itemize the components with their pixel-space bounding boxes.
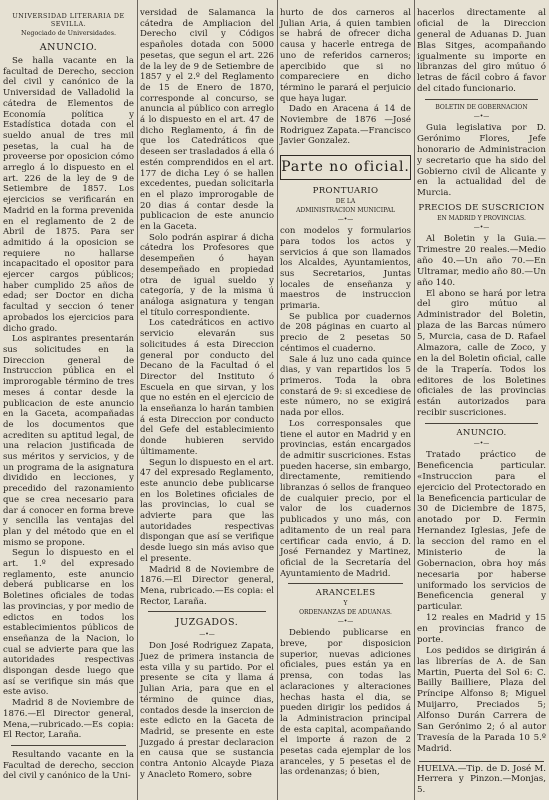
paragraph: con modelos y formularios para todos los actos y servicios á que son llamados los Alcaldes, Ayuntamientos, sus Secretarios, Juntas locales de enseñanza y maestros de instruccion primaria.	[280, 226, 411, 312]
ornament-dash: —•—	[337, 216, 354, 224]
ornament-dash: —•—	[337, 618, 354, 626]
official-part-banner	[280, 155, 411, 180]
paragraph: Solo podrán aspirar á dicha cátedra los Profesores que desempeñen ó hayan desempeñado en propiedad otra de igual sueldo y categoría, y de la misma ú análoga asignatura y tengan el título correspondiente.	[140, 232, 274, 318]
precios-sub: EN MADRID Y PROVINCIAS.	[437, 215, 526, 223]
divider	[425, 423, 538, 424]
divider	[288, 583, 403, 584]
prontuario-heading: PRONTUARIO	[312, 186, 379, 197]
paragraph: 12 reales en Madrid y 15 en provincias franco de porte.	[417, 613, 546, 645]
paragraph: Sale á luz uno cada quince dias, y van repartidos los 5 primeros. Toda la obra constará de 9: si excediese de este número, no se exigirá nada por ellos.	[280, 354, 411, 419]
paragraph: hurto de dos carneros al Julian Aria, á quien tambien se habrá de ofrecer dicha causa y hacerle entrega de uno de referidos carneros; apercibido que si no compareciere en dicho término le parará el perjuicio que haya lugar.	[280, 8, 411, 104]
column-4	[414, 0, 549, 800]
divider	[11, 745, 126, 746]
negociado-subhead: Negociado de Universidades.	[20, 29, 117, 37]
paragraph: Debiendo publicarse en breve, por disposicion superior, nuevas adiciones oficiales, pues están ya en prensa, con todas las aclaraciones y alteraciones hechas hasta el dia, se pueden dirigir los pedidos á la Administracion principal de esta capital, acompañando el importe á razon de 2 pesetas cada ejemplar de los aranceles, y 5 pesetas el de las ordenanzas; ó bien,	[280, 628, 411, 778]
divider	[419, 761, 544, 762]
signature-paragraph: Madrid 8 de Noviembre de 1876.—El Director general, Mena,—rubricado.—Es copia: El Rector, Laraña.	[3, 698, 134, 741]
paragraph: Se halla vacante en la facultad de Derecho, seccion del civil y canónico de la Universidad de Valladolid la cátedra de Elementos de Economía política y Estadística dotada con el sueldo anual de tres mil pesetas, la cual ha de proveerse por oposicion cómo arreglo á lo dispuesto en el art. 226 de la ley de 9 de Setiembre de 1857. Los ejercicios se verificarán en Madrid en la forma prevenida en el reglamento de 2 de Abril de 1875. Para ser admitido á la oposicion se requiere no hallarse incapacitado el opositor para ejercer cargos públicos; haber cumplido 25 años de edad; ser Doctor en dicha facultad y seccion ó tener aprobados los ejercicios para dicho grado.	[3, 56, 134, 334]
paragraph: versidad de Salamanca la cátedra de Ampliacion del Derecho civil y Códigos españoles dotada con 5000 pesetas, que segun el art. 226 de la ley de 9 de Setiembre de 1857 y el 2.º del Reglamento de 15 de Enero de 1870, corresponde al concurso, se anuncia al público con arreglo á lo dispuesto en el art. 47 de dicho Reglamento, á fin de que los Catedráticos que deseen ser trasladados á ella ó estén comprendidos en el art. 177 de dicha Ley ó se hallen excedentes, puedan solicitarla en el plazo improrogable de 20 dias á contar desde la publicacion de este anuncio en la Gaceta.	[140, 8, 274, 233]
paragraph: Segun lo dispuesto en el art. 47 del expresado Reglamento, este anuncio debe publicarse en los Boletines oficiales de las provincias, lo cual se advierte para que las autoridades respectivas dispongan que así se verifique desde luego sin más aviso que el presente.	[140, 457, 274, 564]
juzgados-heading: JUZGADOS.	[175, 617, 239, 629]
anuncio-heading: ANUNCIO.	[39, 42, 98, 53]
ornament-dash: —•—	[473, 440, 490, 447]
paragraph: Don José Rodriguez Zapata, Juez de primera instancia de esta villa y su partido. Por el presente se cita y llama á Julian Aria, para que en el término de quince dias, contados desde la insercion de este edicto en la Gaceta de Madrid, se presente en este Juzgado á prestar declaracion en causa que se sustancia contra Antonio Alcayde Piaza y Anacleto Romero, sobre	[140, 641, 274, 780]
column-2	[137, 0, 277, 800]
aranceles-sub2: ORDENANZAS DE ADUANAS.	[299, 609, 392, 617]
official-part-text: Parte no oficial.	[281, 159, 410, 176]
paragraph: El abono se hará por letra del giro mútuo al Administrador del Boletin, plaza de las Barcas número 5, Murcia, casa de D. Rafael Almazora, calle de Zoco, y en la del Boletin oficial, calle de la Trapería. Todos los editores de los Boletines oficiales de las provincias están autorizados para recibir suscriciones.	[417, 288, 546, 419]
printer-footer: HUELVA.—Tip. de D. José M. Herrera y Pinzon.—Monjas, 5.	[417, 763, 546, 796]
aranceles-sub: Y	[343, 600, 348, 608]
precios-heading: PRECIOS DE SUSCRICION	[418, 203, 545, 214]
ornament-dash: —•—	[473, 224, 490, 232]
ornament-dash: —•—	[473, 113, 490, 120]
paragraph: hacerlos directamente al oficial de la Direccion general de Aduanas D. Juan Blas Sitges, acompañando igualmente su importe en libranzas del giro mútuo ó letras de fácil cobro á favor del citado funcionario.	[417, 8, 546, 95]
paragraph: Al Boletin y la Guia.—Trimestre 20 reales.—Medio año 40.—Un año 70.—En Ultramar, medio año 80.—Un año 140.	[417, 234, 546, 288]
paragraph: Resultando vacante en la Facultad de derecho, seccion del civil y canónico de la Uni-	[3, 750, 134, 782]
prontuario-sub: DE LA	[335, 198, 356, 206]
paragraph: Guia legislativa por D. Gerónimo Flores, Jefe honorario de Administracion y secretario que ha sido del Gobierno civil de Alicante y en la actualidad del de Murcia.	[417, 123, 546, 199]
prontuario-sub2: ADMINISTRACION MUNICIPAL	[296, 207, 395, 215]
column-1	[0, 0, 137, 800]
anuncio-heading: ANUNCIO.	[456, 428, 507, 438]
paragraph: Los aspirantes presentarán sus solicitudes en la Direccion general de Instruccion pública en el improrogable término de tres meses á contar desde la publicacion de este anuncio en la Gaceta, acompañadas de los documentos que acrediten su aptitud legal, de una relacion justificada de sus méritos y servicios, y de un programa de la asignatura dividido en lecciones, y precedido del razonamiento que se crea necesario para dar á conocer en forma breve y sencilla las ventajas del plan y del método que en el mismo se propone.	[3, 334, 134, 548]
column-3	[277, 0, 414, 800]
aranceles-heading: ARANCELES	[315, 588, 376, 599]
signature-paragraph: Madrid 8 de Noviembre de 1876.—El Director general, Mena, rubricado.—Es copia: el Rector, Laraña.	[140, 564, 274, 607]
paragraph: Se publica por cuadernos de 208 páginas en cuarto al precio de 2 pesetas 50 céntimos el cuaderno.	[280, 311, 411, 354]
paragraph: Los catedráticos en activo servicio elevarán sus solicitudes á esta Direccion general por conducto del Decano de la Facultad ó el Director del Instituto ó Escuela en que sirvan, y los que no estén en el ejercicio de la enseñanza lo harán tambien á esta Direccion por conducto del Gefe del establecimiento donde hubieren servido últimamente.	[140, 318, 274, 457]
date-line: Dado en Aracena á 14 de Noviembre de 1876 —José Rodriguez Zapata.—Francisco Javier Gonzalez.	[280, 104, 411, 147]
ornament-dash: —•—	[199, 631, 215, 639]
paragraph: Los corresponsales que tiene el autor en Madrid y en provincias, están encargados de admitir suscriciones. Estas pueden hacerse, sin embargo, directamente, remitiendo libranzas ó sellos de franqueo de cualquier precio, por el valor de los cuadernos publicados y uno más, con aditamento de un real para certificar cada envio, á D. José Fernandez y Martinez, oficial de la Secretaría del Ayuntamiento de Madrid.	[280, 418, 411, 579]
paragraph: Los pedidos se dirigirán á las librerías de A. de San Martin, Puerta del Sol 6: C. Bailly Bailliere, Plaza del Príncipe Alfonso 8; Miguel Muijarro, Preciados 5; Alfonso Durán Carrera de San Gerónimo 2; ó al autor Travesía de la Parada 10 5.º Madrid.	[417, 645, 546, 754]
university-masthead: UNIVERSIDAD LITERARIA DE SEVILLA.	[12, 12, 125, 28]
divider	[425, 99, 538, 100]
boletin-heading: BOLETIN DE GOBERNACION	[435, 104, 528, 111]
paragraph: Segun lo dispuesto en el art. 1.º del expresado reglamento, este anuncio deberá publicarse en los Boletines oficiales de todas las provincias, y por medio de edictos en todos los establecimientos públicos de enseñanza de la Nacion, lo cual se advierte para que las autoridades respectivas dispongan desde luego que así se verifique sin más que este aviso.	[3, 548, 134, 698]
paragraph: Tratado práctico de Beneficencia particular. «Instruccion para el ejercicio del Protectorado en la Beneficencia particular de 30 de Diciembre de 1875, anotado por D. Fermin Hernandez Iglesias, Jefe de la seccion del ramo en el Ministerio de la Gobernacion, obra hoy más necesaria por haberse uniformado los servicios de Beneficencia general y particular.	[417, 450, 546, 613]
divider	[148, 611, 266, 612]
